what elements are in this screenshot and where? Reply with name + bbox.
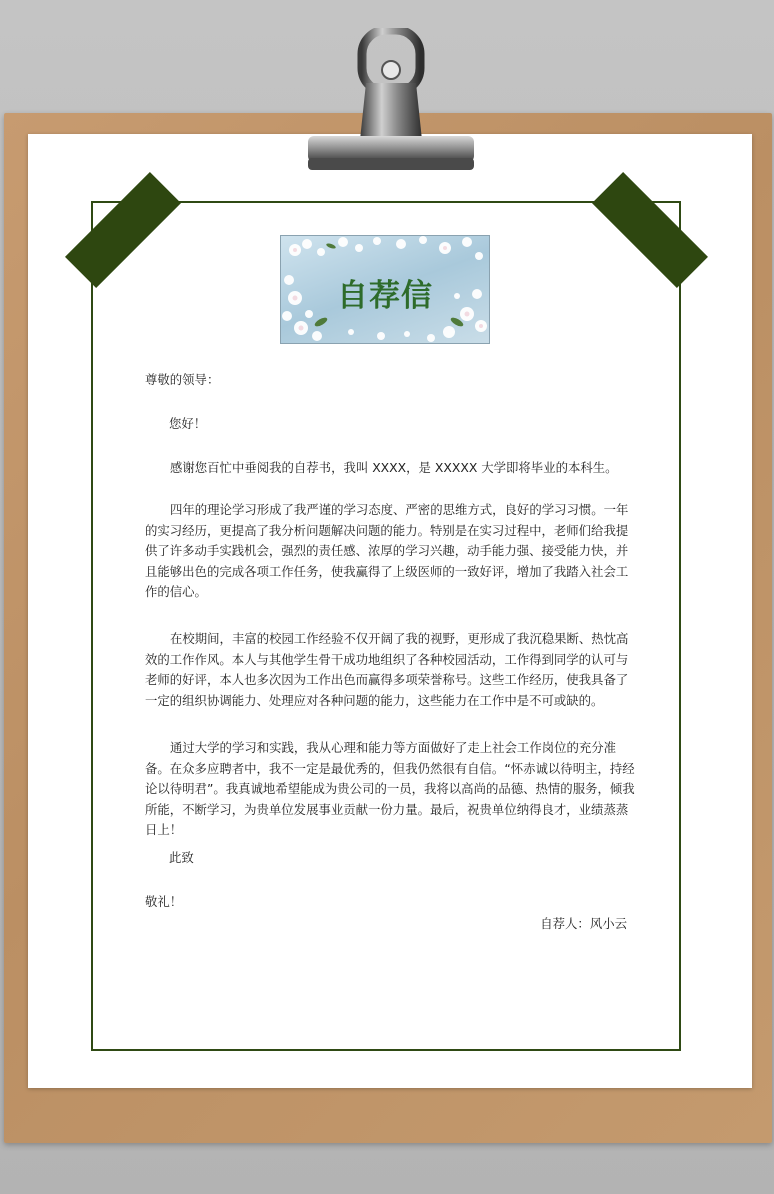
- paragraph-study: 四年的理论学习形成了我严谨的学习态度、严密的思维方式，良好的学习习惯。一年的实习经历，更提高了我分析问题解决问题的能力。特别是在实习过程中，老师们给我提供了许多动手实践机会，强烈的责任感、浓厚的学习兴趣，动手能力强、接受能力快，并且能够出色的完成各项工作任务，使我赢得了上级医师的一致好评，增加了我踏入社会工作的信心。: [145, 502, 629, 599]
- closing-regards: 此致: [169, 850, 194, 865]
- paragraph-campus: 在校期间，丰富的校园工作经验不仅开阔了我的视野，更形成了我沉稳果断、热忱高效的工作作风。本人与其他学生骨干成功地组织了各种校园活动，工作得到同学的认可与老师的好评，本人也多次因为工作出色而赢得多项荣誉称号。这些工作经历，使我具备了一定的组织协调能力、处理应对各种问题的能力，这些能力在工作中是不可或缺的。: [145, 631, 629, 708]
- paragraph-intro: 感谢您百忙中垂阅我的自荐书，我叫 XXXX，是 XXXXX 大学即将毕业的本科生。: [170, 460, 618, 475]
- greeting: 您好！: [169, 416, 207, 431]
- signature: 自荐人：风小云: [540, 916, 627, 931]
- binder-clip-icon: [306, 28, 476, 178]
- paragraph-conclusion: 通过大学的学习和实践，我从心理和能力等方面做好了走上社会工作岗位的充分准备。在众多应聘者中，我不一定是最优秀的，但我仍然很有自信。“怀赤诚以待明主，持经论以待明君”。我真诚地希望能成为贵公司的一员，我将以高尚的品德、热情的服务，倾我所能，不断学习，为贵单位发展事业贡献一份力量。最后，祝贵单位纳得良才，业绩蒸蒸日上！: [145, 740, 635, 837]
- salutation: 尊敬的领导：: [145, 372, 220, 387]
- closing-salute: 敬礼！: [145, 894, 183, 909]
- document-title: 自荐信: [337, 278, 433, 314]
- title-banner: [280, 235, 490, 344]
